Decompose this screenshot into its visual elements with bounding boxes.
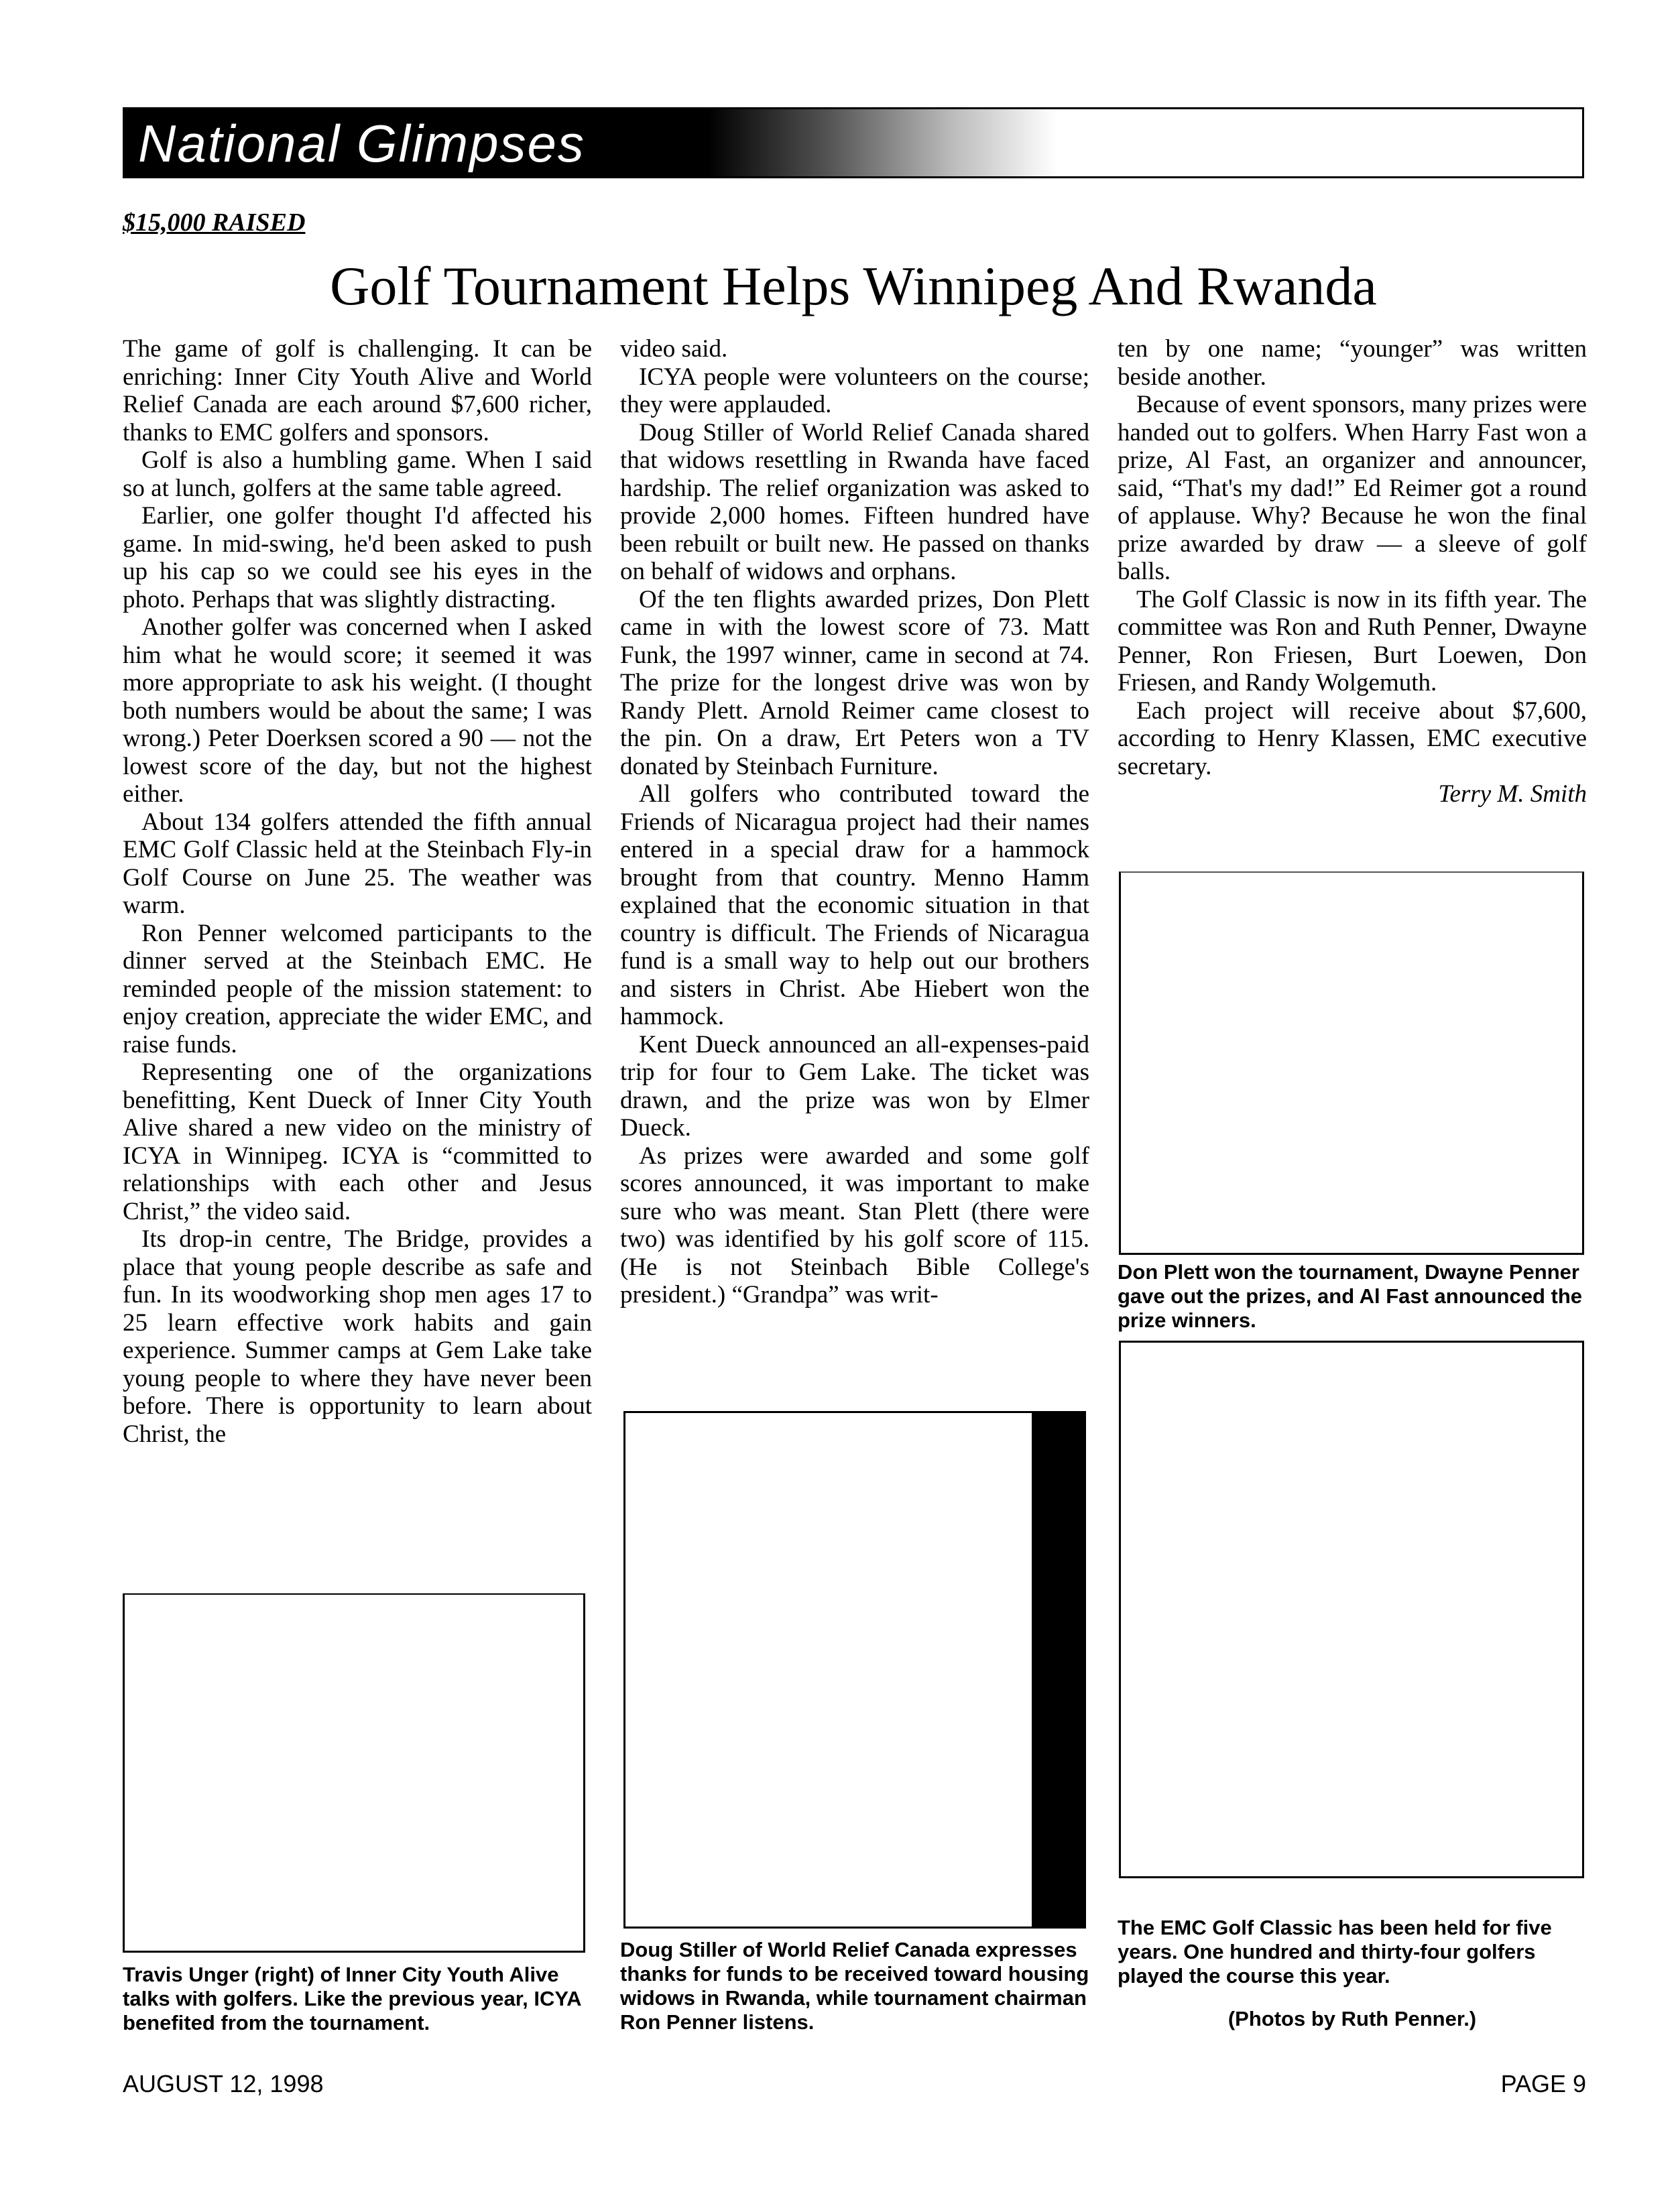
article-column-3: [1118, 335, 1587, 808]
paragraph: Each project will receive about $7,600, according to Henry Klassen, EMC executive secretary.: [1118, 696, 1587, 780]
banner-texture: [708, 109, 1057, 176]
paragraph: ICYA people were volunteers on the course; they were applauded.: [620, 363, 1089, 418]
page-number: PAGE 9: [1500, 2070, 1586, 2097]
photo-credit: (Photos by Ruth Penner.): [1227, 2007, 1477, 2030]
paragraph: Kent Dueck announced an all-expenses-paid trip for four to Gem Lake. The ticket was drawn, and the prize was won by Elmer Dueck.: [620, 1030, 1089, 1142]
paragraph: Of the ten flights awarded prizes, Don Plett came in with the lowest score of 73. Matt Funk, the 1997 winner, came in second at 74. The prize for the longest drive was won by Randy Plett. Arnold Reimer came closest to the pin. On a draw, Ert Peters won a TV donated by Steinbach Furniture.: [620, 585, 1089, 780]
article-column-1: [123, 335, 592, 1448]
photo-caption: Travis Unger (right) of Inner City Youth Alive talks with golfers. Like the previous year, ICYA benefited from the tournament.: [123, 1963, 581, 2034]
photo-golf-classic: [1119, 1341, 1584, 1878]
paragraph: ten by one name; “younger” was written beside another.: [1118, 335, 1587, 391]
paragraph: Ron Penner welcomed participants to the dinner served at the Steinbach EMC. He reminded people of the mission statement: to enjoy creation, appreciate the wider EMC, and raise funds.: [123, 919, 592, 1058]
article-column-2: [620, 335, 1089, 1309]
photo-caption: Don Plett won the tournament, Dwayne Penner gave out the prizes, and Al Fast announced the prize winners.: [1118, 1260, 1583, 1332]
photo-caption: The EMC Golf Classic has been held for five years. One hundred and thirty-four golfers played the course this year.: [1118, 1916, 1552, 1988]
paragraph: About 134 golfers attended the fifth annual EMC Golf Classic held at the Steinbach Fly-in Golf Course on June 25. The weather was warm.: [123, 808, 592, 919]
paragraph: Earlier, one golfer thought I'd affected his game. In mid-swing, he'd been asked to push up his cap so we could see his eyes in the photo. Perhaps that was slightly distracting.: [123, 502, 592, 613]
paragraph: Its drop-in centre, The Bridge, provides a place that young people describe as safe and fun. In its woodworking shop men ages 17 to 25 learn effective work habits and gain experience. Summer camps at Gem Lake take young people to where they have never been before. There is opportunity to learn about Christ, the: [123, 1225, 592, 1448]
paragraph: video said.: [620, 335, 728, 363]
byline: Terry M. Smith: [1438, 780, 1587, 808]
paragraph: The Golf Classic is now in its fifth year. The committee was Ron and Ruth Penner, Dwayne Penner, Ron Friesen, Burt Loewen, Don Friesen, and Randy Wolgemuth.: [1118, 585, 1587, 696]
paragraph: All golfers who contributed toward the Friends of Nicaragua project had their names entered in a special draw for a hammock brought from that country. Menno Hamm explained that the economic situation in that country is difficult. The Friends of Nicaragua fund is a small way to help out our brothers and sisters in Christ. Abe Hiebert won the hammock.: [620, 780, 1089, 1030]
paragraph: Doug Stiller of World Relief Canada shared that widows resettling in Rwanda have faced hardship. The relief organization was asked to provide 2,000 homes. Fifteen hundred have been rebuilt or built new. He passed on thanks on behalf of widows and orphans.: [620, 418, 1089, 585]
paragraph: Another golfer was concerned when I asked him what he would score; it seemed it was more appropriate to ask his weight. (I thought both numbers would be about the same; I was wrong.) Peter Doerksen scored a 90 — not the lowest score of the day, but not the highest either.: [123, 613, 592, 808]
paragraph: Representing one of the organizations benefitting, Kent Dueck of Inner City Youth Alive shared a new video on the ministry of ICYA in Winnipeg. ICYA is “committed to relationships with each other and Jesus Christ,” the video said.: [123, 1058, 592, 1225]
photo-travis-unger: [123, 1593, 585, 1953]
article-kicker: $15,000 RAISED: [123, 208, 306, 237]
photo-doug-stiller: [623, 1411, 1086, 1929]
paragraph: As prizes were awarded and some golf scores announced, it was important to make sure who was meant. Stan Plett (there were two) was identified by his golf score of 115. (He is not Steinbach Bible College's president.) “Grandpa” was writ-: [620, 1142, 1089, 1308]
photo-dark-edge: [1032, 1413, 1084, 1927]
section-banner: [123, 107, 1584, 178]
article-headline: Golf Tournament Helps Winnipeg And Rwanda: [330, 255, 1377, 316]
photo-caption: Doug Stiller of World Relief Canada expresses thanks for funds to be received toward housing widows in Rwanda, while tournament chairman Ron Penner listens.: [620, 1938, 1089, 2034]
section-title: National Glimpses: [138, 114, 585, 173]
photo-don-plett: [1119, 871, 1584, 1255]
paragraph: Golf is also a humbling game. When I said so at lunch, golfers at the same table agreed.: [123, 446, 592, 502]
paragraph: The game of golf is challenging. It can be enriching: Inner City Youth Alive and World Relief Canada are each around $7,600 richer, thanks to EMC golfers and sponsors.: [123, 335, 592, 446]
paragraph: Because of event sponsors, many prizes were handed out to golfers. When Harry Fast won a prize, Al Fast, an organizer and announcer, said, “That's my dad!” Ed Reimer got a round of applause. Why? Because he won the final prize awarded by draw — a sleeve of golf balls.: [1118, 391, 1587, 585]
issue-date: AUGUST 12, 1998: [123, 2070, 324, 2097]
